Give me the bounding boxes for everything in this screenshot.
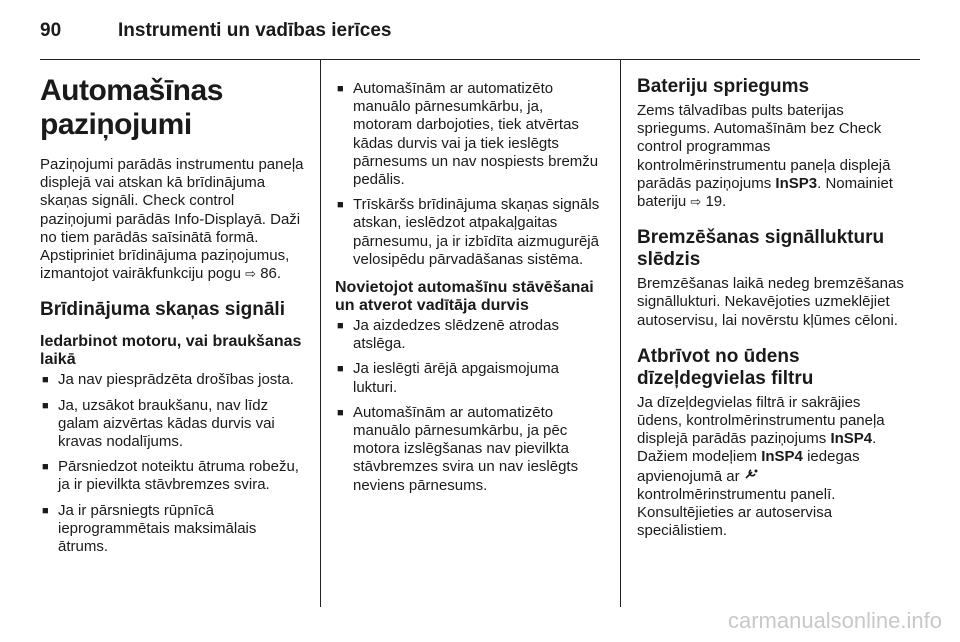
square-bullet-icon: ■ [42, 399, 49, 412]
subsection-title: Bateriju spriegums [637, 76, 810, 97]
intro-paragraph: Paziņojumi parādās instrumentu paneļa displejā vai atskan kā brīdinājuma skaņas signāli. Check control paziņojumi parādās Info-Displayā. Daži no tiem parādās saīsinātā formā. Apstipriniet brīdinājuma paziņojumus, izmantojot vairākfunkciju pogu ⇨ 86. [40, 156, 304, 283]
display-code: InSP4 [830, 430, 873, 448]
display-code: InSP4 [761, 448, 803, 466]
bullet-list [40, 371, 310, 556]
square-bullet-icon: ■ [42, 461, 49, 474]
square-bullet-icon: ■ [42, 504, 49, 517]
list-item: ■ Ja ir pārsniegts rūpnīcā ieprogrammētais maksimālais ātrums. [42, 501, 257, 556]
square-bullet-icon: ■ [337, 199, 344, 212]
subsection-title: Atbrīvot no ūdens dīzeļdegvielas filtru [637, 345, 814, 389]
header-rule [40, 59, 920, 60]
square-bullet-icon: ■ [337, 363, 344, 376]
list-item: ■ Trīskāršs brīdinājuma skaņas signāls atskan, ieslēdzot atpakaļgaitas pārnesumu, ja ir izbīdīta aizmugurējā velosipēdu pārvadāšanas sistēma. [337, 196, 600, 268]
list-item: ■ Ja aizdedzes slēdzenē atrodas atslēga. [337, 317, 559, 353]
square-bullet-icon: ■ [337, 406, 344, 419]
reference-arrow-icon: ⇨ [690, 194, 702, 210]
list-item: ■ Ja ieslēgti ārējā apgaismojuma lukturi. [337, 360, 559, 396]
condition-title: Novietojot automašīnu stāvēšanai un atverot vadītāja durvis [335, 279, 594, 315]
list-item: ■ Ja, uzsākot braukšanu, nav līdz galam aizvērtas kādas durvis vai kravas nodalījums. [42, 396, 275, 451]
chapter-title: Instrumenti un vadības ierīces [118, 20, 392, 41]
bullet-list [335, 80, 600, 269]
paragraph: Ja dīzeļdegvielas filtrā ir sakrājies ūdens, kontrolmērinstrumentu paneļa displejā parādās paziņojums InSP4. Dažiem modeļiem InSP4 iedegas apvienojumā ar kontrolmērinstrumentu panelī. Konsultējieties ar autoservisa speciālistiem. [637, 393, 885, 540]
bullet-list [335, 317, 600, 495]
list-item: ■ Ja nav piesprādzēta drošības josta. [42, 371, 294, 389]
service-wrench-icon [744, 468, 760, 485]
list-item: ■ Automašīnām ar automatizēto manuālo pārnesumkārbu, ja pēc motora izslēgšanas nav pievilkta stāvbremzes svira un nav ieslēgts neviens pārnesums. [337, 403, 579, 494]
subsection-title: Brīdinājuma skaņas signāli [40, 299, 285, 321]
list-item: ■ Pārsniedzot noteiktu ātruma robežu, ja ir pievilkta stāvbremzes svira. [42, 458, 299, 494]
page-header [40, 20, 391, 42]
column-2 [335, 80, 600, 502]
display-code: InSP3 [775, 174, 818, 192]
section-title: Automašīnas paziņojumi [40, 74, 223, 141]
condition-title: Iedarbinot motoru, vai braukšanas laikā [40, 333, 302, 369]
paragraph: Zems tālvadības pults baterijas spriegums. Automašīnām bez Check control programmas kontrolmērinstrumentu paneļa displejā parādās paziņojums InSP3. Nomainiet bateriju ⇨ 19. [637, 102, 893, 211]
column-divider [620, 60, 621, 607]
page-reference: 19. [705, 193, 727, 211]
subsection-title: Bremzēšanas signāllukturu slēdzis [637, 227, 885, 271]
page-reference: 86. [260, 265, 282, 283]
square-bullet-icon: ■ [337, 320, 344, 333]
column-1 [40, 64, 310, 563]
list-item: ■ Automašīnām ar automatizēto manuālo pārnesumkārbu, ja, motoram darbojoties, tiek atvērtas kādas durvis vai ja tiek ieslēgts pārnesums un nav nospiests bremžu pedālis. [337, 80, 599, 189]
column-3 [637, 76, 907, 540]
watermark: carmanualsonline.info [727, 608, 942, 633]
square-bullet-icon: ■ [42, 374, 49, 387]
column-divider [320, 60, 321, 607]
square-bullet-icon: ■ [337, 83, 344, 95]
page-number: 90 [40, 20, 62, 41]
paragraph: Bremzēšanas laikā nedeg bremzēšanas signāllukturi. Nekavējoties uzmeklējiet autoservisu, lai novērstu kļūmes cēloni. [637, 275, 904, 329]
reference-arrow-icon: ⇨ [245, 266, 257, 282]
